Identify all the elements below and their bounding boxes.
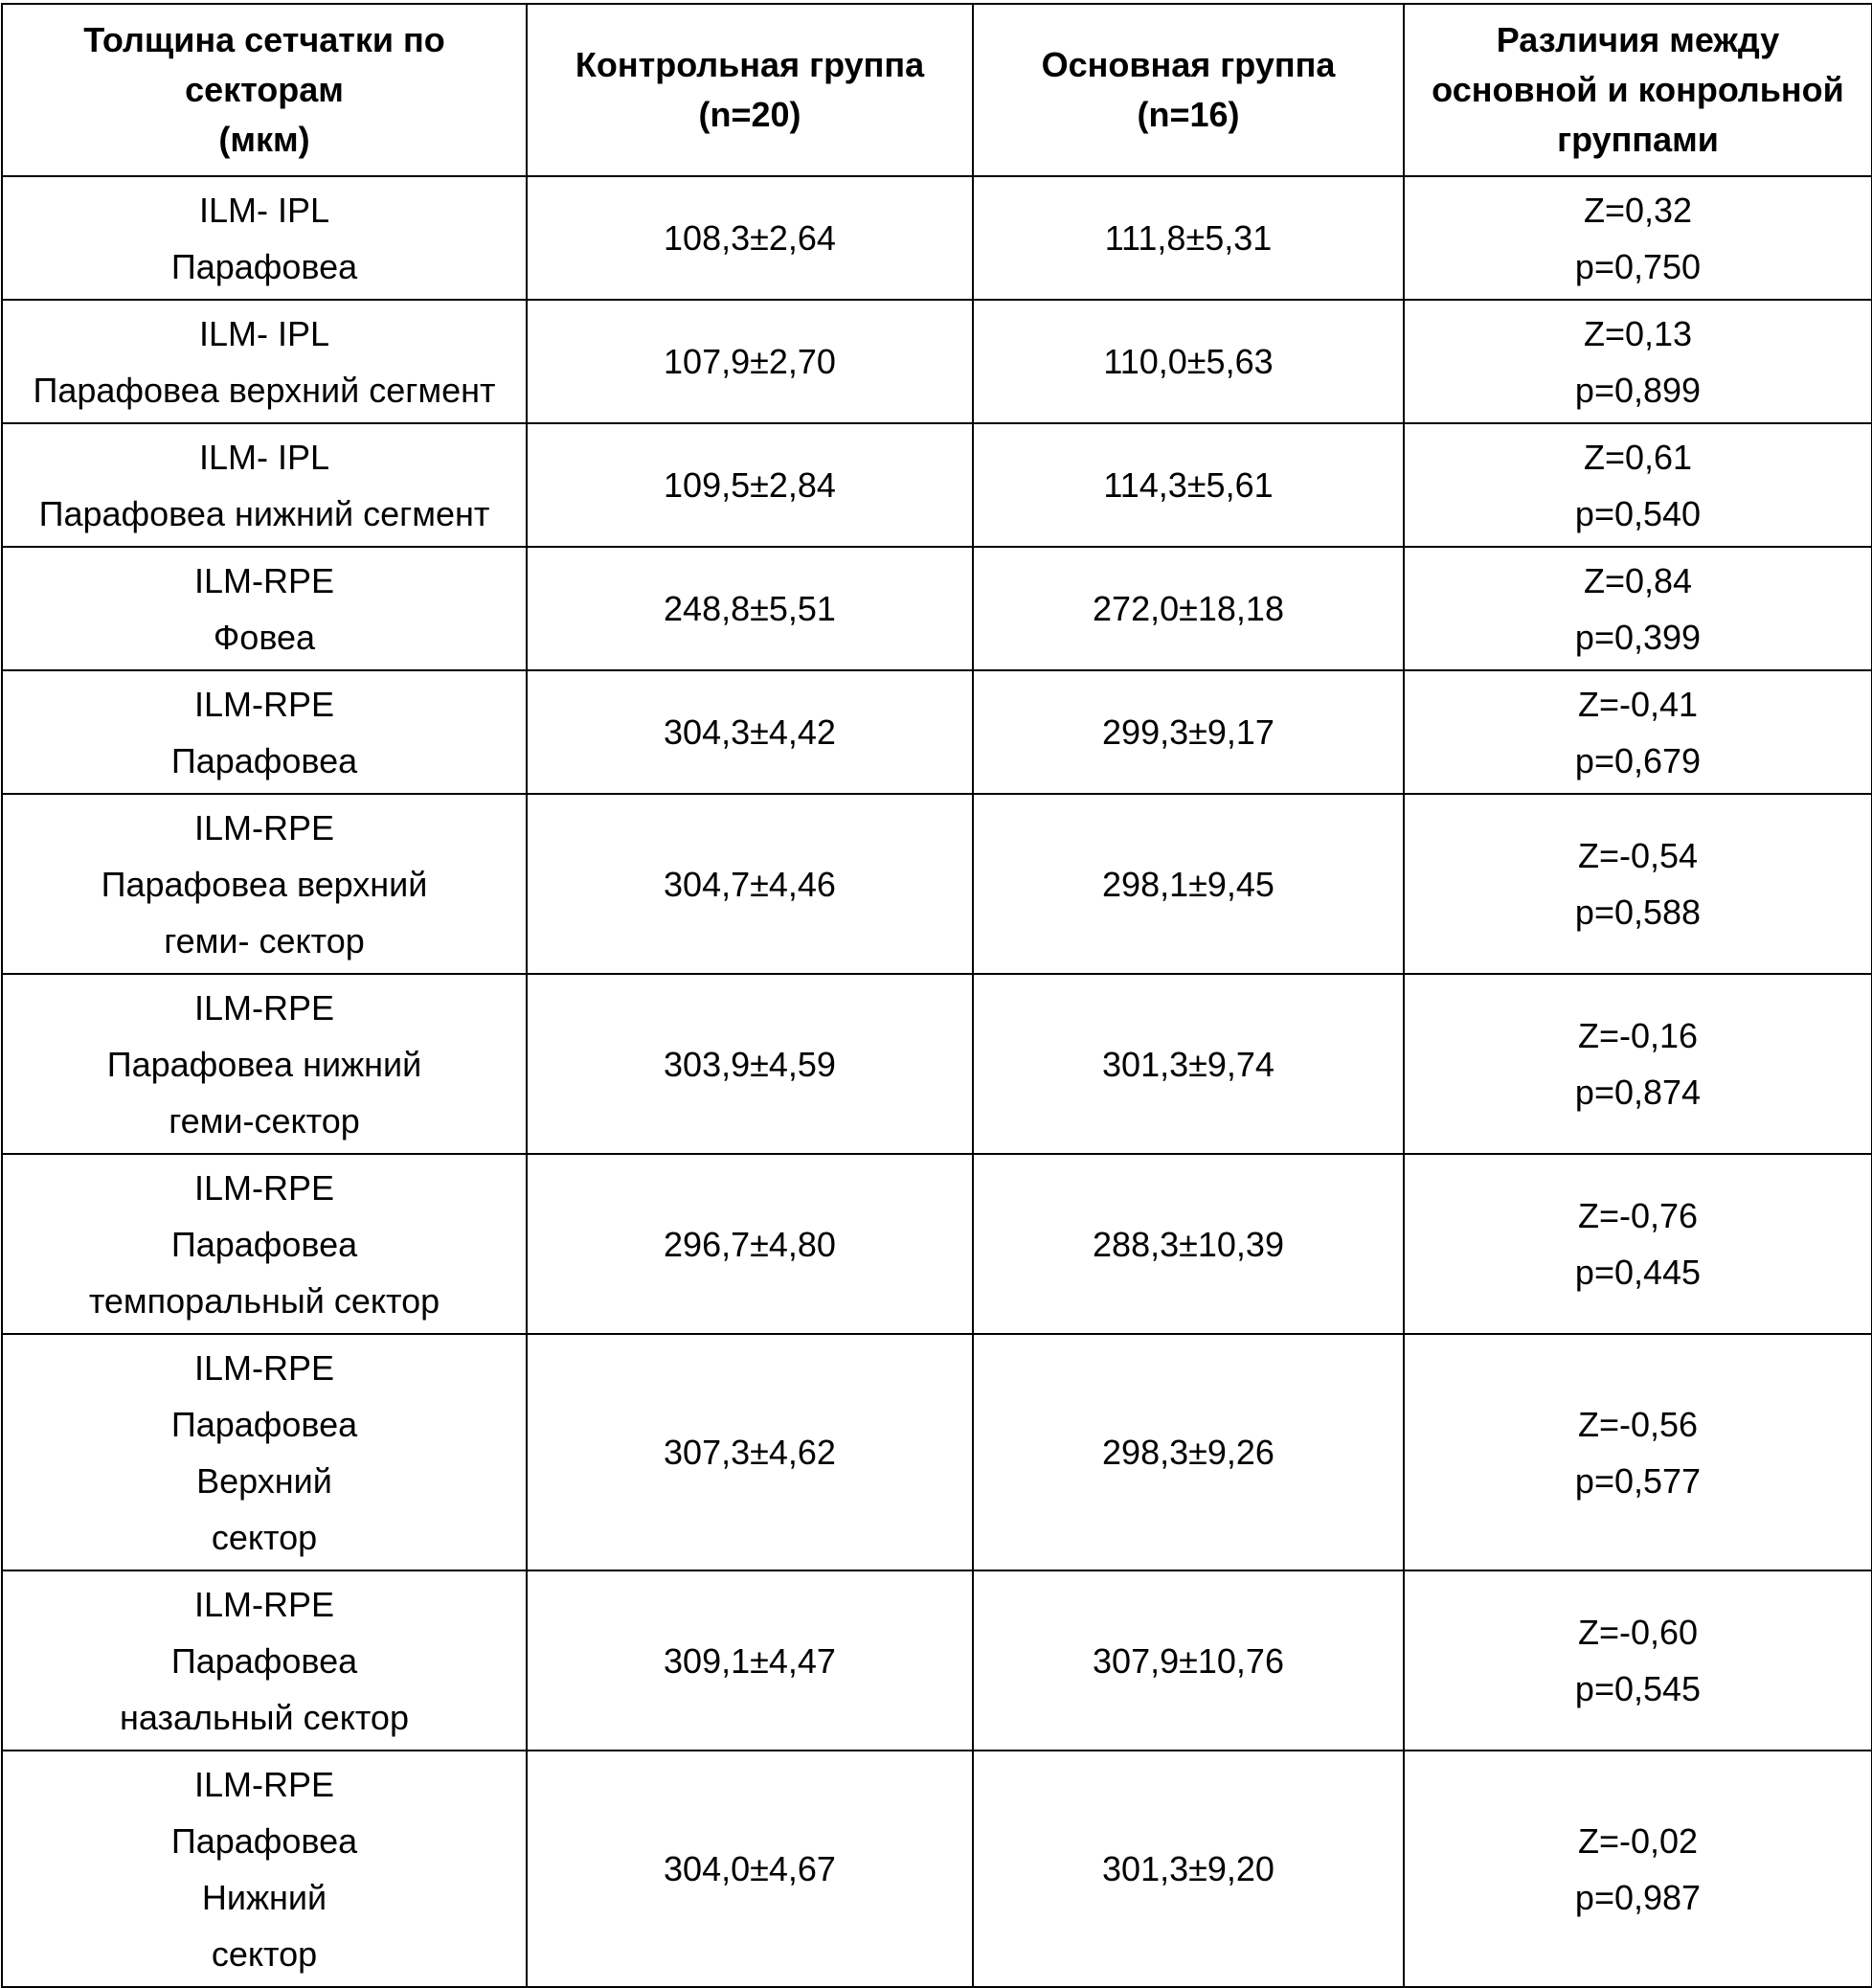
p-value: p=0,679	[1574, 740, 1702, 780]
table-row	[2, 547, 1872, 670]
control-value: 304,3±4,42	[527, 670, 973, 794]
sector-line: Парафовеа нижний	[106, 1044, 422, 1084]
header-sector-line: (мкм)	[218, 120, 310, 159]
p-value: p=0,540	[1574, 493, 1702, 533]
main-value: 298,3±9,26	[973, 1334, 1404, 1570]
z-value: Z=-0,41	[1577, 684, 1699, 724]
p-value: p=0,987	[1574, 1877, 1702, 1917]
sector-line: Верхний	[196, 1460, 332, 1501]
sector-line: Парафовеа	[170, 1640, 358, 1681]
sector-line: Парафовеа нижний сегмент	[38, 493, 490, 533]
header-diff-line: группами	[1557, 120, 1719, 159]
header-main-line: (n=16)	[1137, 95, 1240, 134]
sector-line: сектор	[211, 1933, 318, 1974]
control-value: 309,1±4,47	[527, 1570, 973, 1751]
p-value: p=0,874	[1574, 1073, 1702, 1112]
sector-cell	[2, 1570, 527, 1751]
header-control-line: (n=20)	[698, 95, 801, 134]
diff-cell	[1404, 300, 1872, 423]
control-value: 304,0±4,67	[527, 1751, 973, 1987]
table-row	[2, 300, 1872, 423]
p-value: p=0,545	[1574, 1669, 1702, 1708]
sector-line: Парафовеа	[170, 246, 358, 286]
diff-cell	[1404, 794, 1872, 974]
diff-cell	[1404, 670, 1872, 794]
p-value: p=0,750	[1574, 246, 1702, 286]
main-value: 301,3±9,20	[973, 1751, 1404, 1987]
diff-cell	[1404, 176, 1872, 300]
sector-line: темпоральный сектор	[88, 1280, 440, 1321]
sector-line: назальный сектор	[120, 1697, 409, 1737]
z-value: Z=-0,76	[1577, 1196, 1699, 1235]
control-value: 107,9±2,70	[527, 300, 973, 423]
sector-line: Нижний	[201, 1877, 327, 1917]
diff-cell	[1404, 1751, 1872, 1987]
diff-cell	[1404, 1570, 1872, 1751]
sector-line: ILM-RPE	[193, 1584, 335, 1624]
table-row	[2, 1751, 1872, 1987]
sector-line: ILM-RPE	[193, 1167, 335, 1208]
sector-line: геми-сектор	[169, 1100, 360, 1141]
sector-cell	[2, 1154, 527, 1334]
header-diff-line: Различия между	[1496, 20, 1780, 59]
z-value: Z=0,84	[1583, 560, 1693, 600]
sector-line: Парафовеа	[170, 1820, 358, 1861]
main-value: 301,3±9,74	[973, 974, 1404, 1154]
z-value: Z=0,13	[1583, 313, 1693, 353]
table-row	[2, 1334, 1872, 1570]
p-value: p=0,899	[1574, 370, 1702, 410]
sector-line: ILM-RPE	[193, 807, 335, 847]
table-row	[2, 176, 1872, 300]
sector-cell	[2, 1751, 527, 1987]
diff-cell	[1404, 423, 1872, 547]
sector-line: сектор	[211, 1517, 318, 1557]
sector-line: Парафовеа	[170, 1404, 358, 1444]
z-value: Z=-0,56	[1577, 1404, 1699, 1444]
p-value: p=0,577	[1574, 1460, 1702, 1501]
control-value: 303,9±4,59	[527, 974, 973, 1154]
header-diff-line: основной и конрольной	[1432, 70, 1844, 109]
control-value: 307,3±4,62	[527, 1334, 973, 1570]
sector-cell	[2, 974, 527, 1154]
main-value: 298,1±9,45	[973, 794, 1404, 974]
z-value: Z=0,32	[1583, 190, 1693, 230]
z-value: Z=-0,60	[1577, 1613, 1699, 1652]
header-sector-line: Толщина сетчатки по	[83, 20, 445, 59]
sector-cell	[2, 423, 527, 547]
z-value: Z=-0,02	[1577, 1820, 1699, 1861]
main-value: 307,9±10,76	[973, 1570, 1404, 1751]
diff-cell	[1404, 1334, 1872, 1570]
sector-line: ILM-RPE	[193, 560, 335, 600]
p-value: p=0,399	[1574, 617, 1702, 657]
table-header-row	[2, 4, 1872, 176]
sector-cell	[2, 176, 527, 300]
sector-cell	[2, 794, 527, 974]
main-value: 110,0±5,63	[973, 300, 1404, 423]
sector-line: Парафовеа верхний	[101, 864, 428, 904]
header-sector	[2, 4, 527, 176]
table-row	[2, 1570, 1872, 1751]
p-value: p=0,445	[1574, 1253, 1702, 1292]
control-value: 304,7±4,46	[527, 794, 973, 974]
diff-cell	[1404, 547, 1872, 670]
z-value: Z=-0,16	[1577, 1016, 1699, 1055]
control-value: 109,5±2,84	[527, 423, 973, 547]
main-value: 272,0±18,18	[973, 547, 1404, 670]
table-row	[2, 423, 1872, 547]
control-value: 296,7±4,80	[527, 1154, 973, 1334]
sector-line: ILM- IPL	[198, 437, 330, 477]
header-differences	[1404, 4, 1872, 176]
z-value: Z=0,61	[1583, 437, 1693, 477]
sector-line: ILM-RPE	[193, 1764, 335, 1804]
main-value: 299,3±9,17	[973, 670, 1404, 794]
diff-cell	[1404, 974, 1872, 1154]
sector-line: Парафовеа	[170, 1224, 358, 1264]
sector-line: ILM- IPL	[198, 313, 330, 353]
retina-thickness-table-container	[0, 3, 1872, 1988]
main-value: 114,3±5,61	[973, 423, 1404, 547]
sector-cell	[2, 300, 527, 423]
table-row	[2, 794, 1872, 974]
z-value: Z=-0,54	[1577, 836, 1699, 875]
sector-line: Парафовеа	[170, 740, 358, 780]
sector-cell	[2, 547, 527, 670]
sector-line: ILM-RPE	[193, 987, 335, 1028]
control-value: 248,8±5,51	[527, 547, 973, 670]
sector-line: ILM-RPE	[193, 1347, 335, 1388]
header-main-group	[973, 4, 1404, 176]
sector-line: Парафовеа верхний сегмент	[33, 370, 496, 410]
header-control-line: Контрольная группа	[575, 45, 925, 84]
sector-line: геми- сектор	[164, 920, 365, 960]
sector-cell	[2, 670, 527, 794]
p-value: p=0,588	[1574, 892, 1702, 932]
table-row	[2, 1154, 1872, 1334]
table-row	[2, 974, 1872, 1154]
diff-cell	[1404, 1154, 1872, 1334]
sector-line: ILM- IPL	[198, 190, 330, 230]
sector-line: Фовеа	[213, 617, 316, 657]
retina-thickness-table	[1, 3, 1872, 1988]
main-value: 288,3±10,39	[973, 1154, 1404, 1334]
sector-cell	[2, 1334, 527, 1570]
header-control-group	[527, 4, 973, 176]
control-value: 108,3±2,64	[527, 176, 973, 300]
sector-line: ILM-RPE	[193, 684, 335, 724]
header-main-line: Основная группа	[1041, 45, 1336, 84]
main-value: 111,8±5,31	[973, 176, 1404, 300]
header-sector-line: секторам	[185, 70, 344, 109]
table-row	[2, 670, 1872, 794]
